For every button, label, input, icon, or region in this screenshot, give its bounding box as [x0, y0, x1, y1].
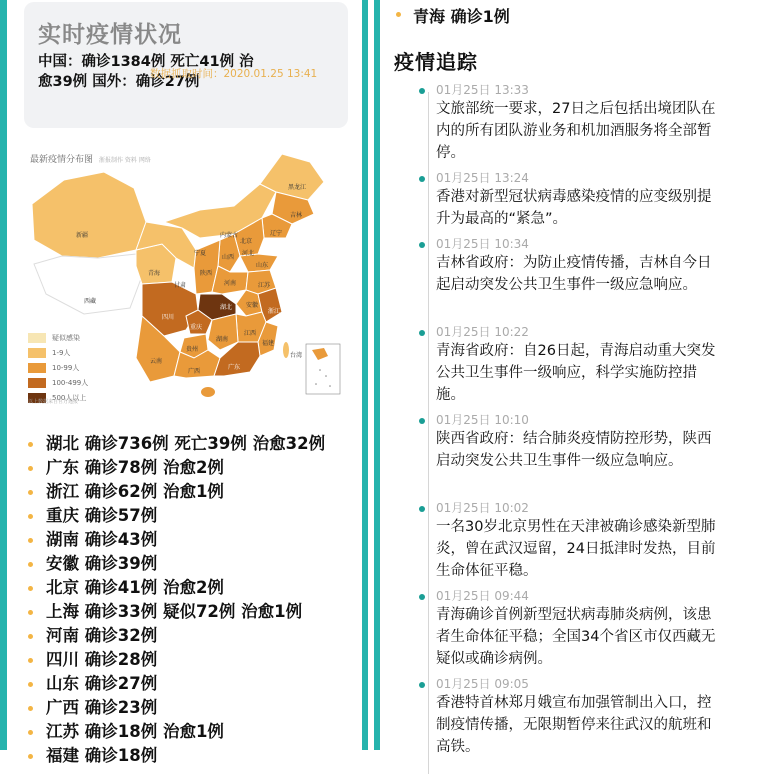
tracking-title: 疫情追踪	[394, 50, 478, 74]
timeline-line	[428, 92, 429, 180]
map-footer: 以上数据来自官方通报	[28, 399, 79, 405]
summary-stats: 中国：确诊1384例 死亡41例 治愈39例 国外：确诊27例	[38, 54, 254, 90]
label-henan: 河南	[224, 280, 237, 287]
timeline-text: 文旅部统一要求，27日之后包括出境团队在内的所有团队游业务和机加酒服务将全部暂停。	[436, 101, 716, 161]
timeline-dot-icon	[419, 176, 425, 182]
label-heilongjiang: 黑龙江	[288, 184, 307, 191]
legend-swatch	[28, 348, 46, 358]
label-hunan: 湖南	[216, 336, 229, 343]
list-item: 广东 确诊78例 治愈2例	[26, 456, 356, 480]
label-ningxia: 宁夏	[194, 250, 207, 257]
label-jiangsu: 江苏	[258, 282, 271, 289]
left-accent-bar	[0, 0, 7, 750]
timeline-item[interactable]	[388, 412, 758, 500]
list-item: 北京 确诊41例 治愈2例	[26, 576, 356, 600]
timeline-dot-icon	[419, 506, 425, 512]
divider-bar-right	[374, 0, 380, 750]
list-item: 重庆 确诊57例	[26, 504, 356, 528]
label-guangdong: 广东	[228, 364, 241, 371]
list-item: 四川 确诊28例	[26, 648, 356, 672]
legend-swatch	[28, 333, 46, 343]
label-beijing: 北京	[240, 238, 253, 245]
timeline-text: 吉林省政府：为防止疫情传播，吉林自今日起启动突发公共卫生事件一级应急响应。	[436, 255, 712, 293]
timeline-item[interactable]	[388, 82, 758, 170]
left-panel	[14, 0, 358, 765]
region-shandong	[240, 254, 278, 272]
bullet-icon	[396, 12, 401, 17]
label-fujian: 福建	[262, 340, 275, 347]
timeline-time: 01月25日 13:24	[436, 171, 529, 185]
timeline-text: 青海确诊首例新型冠状病毒肺炎病例，该患者生命体征平稳；全国34个省区市仅西藏无疑似或确诊病例。	[436, 607, 716, 667]
timeline-item[interactable]	[388, 588, 758, 676]
timeline-dot-icon	[419, 330, 425, 336]
label-xinjiang: 新疆	[76, 232, 89, 239]
label-hebei: 河北	[242, 250, 255, 257]
timeline-line	[428, 598, 429, 686]
timeline-time: 01月25日 10:02	[436, 501, 529, 515]
divider-bar-left	[362, 0, 368, 750]
legend-item: 500人以上	[28, 390, 88, 405]
timeline-line	[428, 334, 429, 422]
timeline-dot-icon	[419, 242, 425, 248]
timeline-time: 01月25日 09:05	[436, 677, 529, 691]
list-item: 山东 确诊27例	[26, 672, 356, 696]
legend-item: 100-499人	[28, 375, 88, 390]
timeline-text: 香港特首林郑月娥宣布加强管制出入口，控制疫情传播，无限期暂停来往武汉的航班和高铁。	[436, 695, 712, 755]
legend-swatch	[28, 363, 46, 373]
label-jilin: 吉林	[290, 212, 303, 219]
timeline-time: 01月25日 10:10	[436, 413, 529, 427]
label-xizang: 西藏	[84, 298, 97, 305]
region-hainan	[201, 387, 215, 397]
legend-item: 1-9人	[28, 345, 88, 360]
timeline-text: 香港对新型冠状病毒感染疫情的应变级别提升为最高的“紧急”。	[436, 189, 712, 227]
news-timeline	[388, 82, 758, 764]
timeline-dot-icon	[419, 682, 425, 688]
timeline-item[interactable]	[388, 170, 758, 236]
label-shanxi: 山西	[222, 254, 235, 261]
label-neimenggu: 内蒙古	[220, 232, 239, 239]
timeline-time: 01月25日 09:44	[436, 589, 529, 603]
timeline-time: 01月25日 10:22	[436, 325, 529, 339]
timeline-dot-icon	[419, 418, 425, 424]
timeline-item[interactable]	[388, 500, 758, 588]
fetch-time: 数据抓取时间：2020.01.25 13:41	[150, 68, 318, 80]
timeline-item[interactable]	[388, 236, 758, 324]
label-guizhou: 贵州	[186, 346, 199, 353]
region-taiwan	[283, 342, 289, 358]
list-item: 安徽 确诊39例	[26, 552, 356, 576]
timeline-line	[428, 246, 429, 334]
label-shaanxi: 陕西	[200, 270, 213, 277]
timeline-dot-icon	[419, 594, 425, 600]
label-anhui: 安徽	[246, 302, 259, 309]
timeline-item[interactable]	[388, 324, 758, 412]
timeline-text: 一名30岁北京男性在天津被确诊感染新型肺炎，曾在武汉逗留，24日抵津时发热，目前生命体征平稳。	[436, 519, 716, 579]
timeline-item[interactable]	[388, 676, 758, 764]
timeline-line	[428, 510, 429, 598]
legend-item: 10-99人	[28, 360, 88, 375]
label-qinghai: 青海	[148, 270, 161, 277]
summary-card	[24, 2, 348, 128]
label-taiwan: 台湾	[290, 352, 303, 359]
region-xizang	[34, 254, 142, 314]
list-item: 湖北 确诊736例 死亡39例 治愈32例	[26, 432, 356, 456]
right-panel	[388, 0, 758, 755]
list-item: 河南 确诊32例	[26, 624, 356, 648]
timeline-line	[428, 422, 429, 510]
map-legend	[28, 330, 88, 405]
region-xinjiang	[32, 172, 146, 258]
list-item: 福建 确诊18例	[26, 744, 356, 768]
list-item: 湖南 确诊43例	[26, 528, 356, 552]
label-gansu: 甘肃	[174, 282, 187, 289]
legend-item: 疑似感染	[28, 330, 88, 345]
label-liaoning: 辽宁	[270, 230, 283, 237]
timeline-time: 01月25日 10:34	[436, 237, 529, 251]
list-item-qinghai: 青海 确诊1例	[396, 4, 510, 27]
list-item: 上海 确诊33例 疑似72例 治愈1例	[26, 600, 356, 624]
list-item: 广西 确诊23例	[26, 696, 356, 720]
timeline-text: 陕西省政府：结合肺炎疫情防控形势，陕西启动突发公共卫生事件一级应急响应。	[436, 431, 712, 469]
label-jiangxi: 江西	[244, 330, 257, 337]
label-guangxi: 广西	[188, 368, 201, 375]
legend-swatch	[28, 378, 46, 388]
label-chongqing: 重庆	[190, 324, 203, 331]
list-item: 江苏 确诊18例 治愈1例	[26, 720, 356, 744]
region-hunan	[208, 314, 238, 350]
epidemic-map[interactable]	[24, 144, 350, 406]
label-hubei: 湖北	[220, 304, 233, 311]
timeline-text: 青海省政府：自26日起，青海启动重大突发公共卫生事件一级响应，科学实施防控措施。	[436, 343, 716, 403]
label-sichuan: 四川	[162, 314, 175, 321]
label-zhejiang: 浙江	[268, 308, 281, 315]
label-yunnan: 云南	[150, 358, 163, 365]
list-item: 浙江 确诊62例 治愈1例	[26, 480, 356, 504]
timeline-dot-icon	[419, 88, 425, 94]
province-list	[26, 432, 356, 768]
summary-title: 实时疫情状况	[38, 22, 182, 48]
timeline-line	[428, 686, 429, 774]
map-title: 最新疫情分布图 浙报制作 资料 网络	[30, 155, 151, 165]
label-shandong: 山东	[256, 262, 269, 269]
timeline-time: 01月25日 13:33	[436, 83, 529, 97]
